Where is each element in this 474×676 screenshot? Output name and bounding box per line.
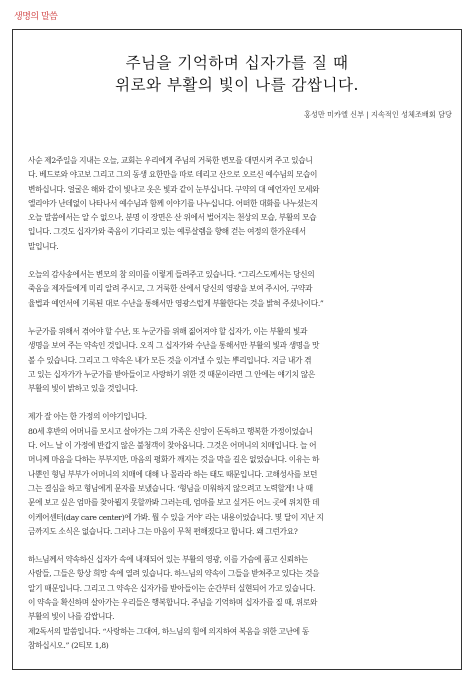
paragraph-gap bbox=[28, 396, 448, 410]
body-line: 생명을 보여 주는 약속인 것입니다. 오직 그 십자가와 수난을 통해서만 부활의 빛과 생명을 맛 bbox=[28, 341, 320, 351]
body-line: 말입니다. bbox=[28, 241, 59, 251]
section-label: 생명의 말씀 bbox=[14, 12, 58, 22]
body-line: 사람들, 그들은 항상 희망 속에 열려 있습니다. 하느님의 약속이 그들을 받쳐주고 있다는 것을 bbox=[28, 569, 320, 579]
body-line: 오늘 말씀에서는 알 수 없으나, 분명 이 장면은 산 위에서 벌어지는 천상의 모습, 부활의 모습 bbox=[28, 213, 317, 223]
body-line: 제2독서의 말씀입니다. “사랑하는 그대여, 하느님의 힘에 의지하여 복음을 위한 고난에 동 bbox=[28, 626, 309, 636]
body-line: 부활의 빛이 밝하고 있을 것입니다. bbox=[28, 384, 138, 394]
body-line: 하느님께서 약속하신 십자가 속에 내재되어 있는 부활의 영광, 이를 가슴에 품고 신뢰하는 bbox=[28, 555, 308, 565]
body-line: 그는 결심을 하고 형님에게 문자를 보냈습니다. ‘형님을 미워하지 않으려고 노력할게! 나 때 bbox=[28, 483, 313, 493]
body-line: 다. 베드로와 야고보 그리고 그의 동생 요한만을 따로 데리고 산으로 오르신 예수님의 모습이 bbox=[28, 170, 318, 180]
body-line: 오늘의 감사송에서는 변모의 참 의미를 이렇게 들려주고 있습니다. “그리스도께서는 당신의 bbox=[28, 270, 315, 280]
body-line: 볼 수 있습니다. 그리고 그 약속은 내가 모든 것을 이겨낼 수 있는 뿌리입니다. 지금 내가 겪 bbox=[28, 355, 312, 365]
body-line: 머니께 마음을 다하는 부부지만, 마음의 평화가 깨지는 것을 막을 길은 없었습니다. 이유는 하 bbox=[28, 455, 320, 465]
body-line: 이케어센터(day care center)에 가봐. 뭘 수 있을 거야’ 라는 내용이었습니다. 몇 달이 지난 지 bbox=[28, 512, 324, 522]
body-line: 입니다. 그것도 십자가와 죽음이 기다리고 있는 예루살렘을 향해 걷는 여정의 한가운데서 bbox=[28, 227, 306, 237]
body-line: 고 있는 십자가가 누군가를 받아들이고 사랑하기 위한 것 때문이라면 그 안에는 얘기치 않은 bbox=[28, 369, 315, 379]
body-line: 율법과 예언서에 기록된 대로 수난을 통해서만 영광스럽게 부활한다는 것을 밝혀 주셨나이다.” bbox=[28, 298, 324, 308]
body-line: 다. 어느 날 이 가정에 반갑지 않은 불청객이 찾아옵니다. 그것은 어머니의 치매입니다. 늘 어 bbox=[28, 441, 317, 451]
body-line: 누군가를 위해서 겪어야 할 수난, 또 누군가를 위해 짊어져야 할 십자가, 이는 부활의 빛과 bbox=[28, 326, 308, 336]
body-line: 엘리야가 난데없이 나타나서 예수님과 함께 이야기를 나누십니다. 어떠한 대화를 나누셨는지 bbox=[28, 198, 318, 208]
body-line: 나뿐인 형님 부부가 어머니의 치매에 대해 나 몰라라 하는 태도 때문입니다. 고해성사를 보던 bbox=[28, 469, 318, 479]
body-line: 문에 보고 싶은 엄마를 찾아뵙지 못할까봐 그러는데, 엄마를 보고 싶거든 어느 곳에 위치한 데 bbox=[28, 498, 320, 508]
body-line: 사순 제2주일을 지내는 오늘, 교회는 우리에게 주님의 거룩한 변모를 대면시켜 주고 있습니 bbox=[28, 156, 313, 165]
article-byline: 홍성만 미카엘 신부 | 지속적인 성체조배회 담당 bbox=[303, 110, 452, 119]
body-line: 80세 후반의 어머니를 모시고 살아가는 그의 가족은 신앙이 돈독하고 행복한 가정이었습니 bbox=[28, 426, 313, 436]
body-line: 참하십시오.” (2티모 1,8) bbox=[28, 640, 109, 650]
article-frame bbox=[12, 29, 462, 670]
body-line: 알기 때문입니다. 그리고 그 약속은 십자가를 받아들이는 순간부터 실현되어 가고 있습니다. bbox=[28, 583, 315, 593]
body-line: 이 약속을 확신하며 살아가는 우리들은 행복합니다. 주님을 기억하며 십자가를 질 때, 위로와 bbox=[28, 598, 318, 608]
article-title-line-1: 주님을 기억하며 십자가를 질 때 bbox=[125, 54, 349, 72]
article-title-line-2: 위로와 부활의 빛이 나를 감쌉니다. bbox=[115, 76, 359, 94]
body-line: 죽음을 제자들에게 미리 알려 주시고, 그 거룩한 산에서 당신의 영광을 보여 주시어, 구약과 bbox=[28, 284, 313, 294]
body-line: 금까지도 소식은 없습니다. 그러나 그는 마음이 무척 편해졌다고 합니다. 왜 그런가요? bbox=[28, 526, 298, 536]
body-line: 변하십니다. 얼굴은 해와 같이 빛나고 옷은 빛과 같이 눈부십니다. 구약의 대 예언자인 모세와 bbox=[28, 184, 320, 194]
body-line: 부활의 빛이 나를 감쌉니다. bbox=[28, 612, 115, 622]
paragraph-gap bbox=[28, 254, 448, 268]
paragraph-gap bbox=[28, 539, 448, 553]
paragraph-gap bbox=[28, 311, 448, 325]
body-line: 제가 잘 아는 한 가정의 이야기입니다. bbox=[28, 412, 147, 422]
article-body bbox=[28, 154, 448, 653]
